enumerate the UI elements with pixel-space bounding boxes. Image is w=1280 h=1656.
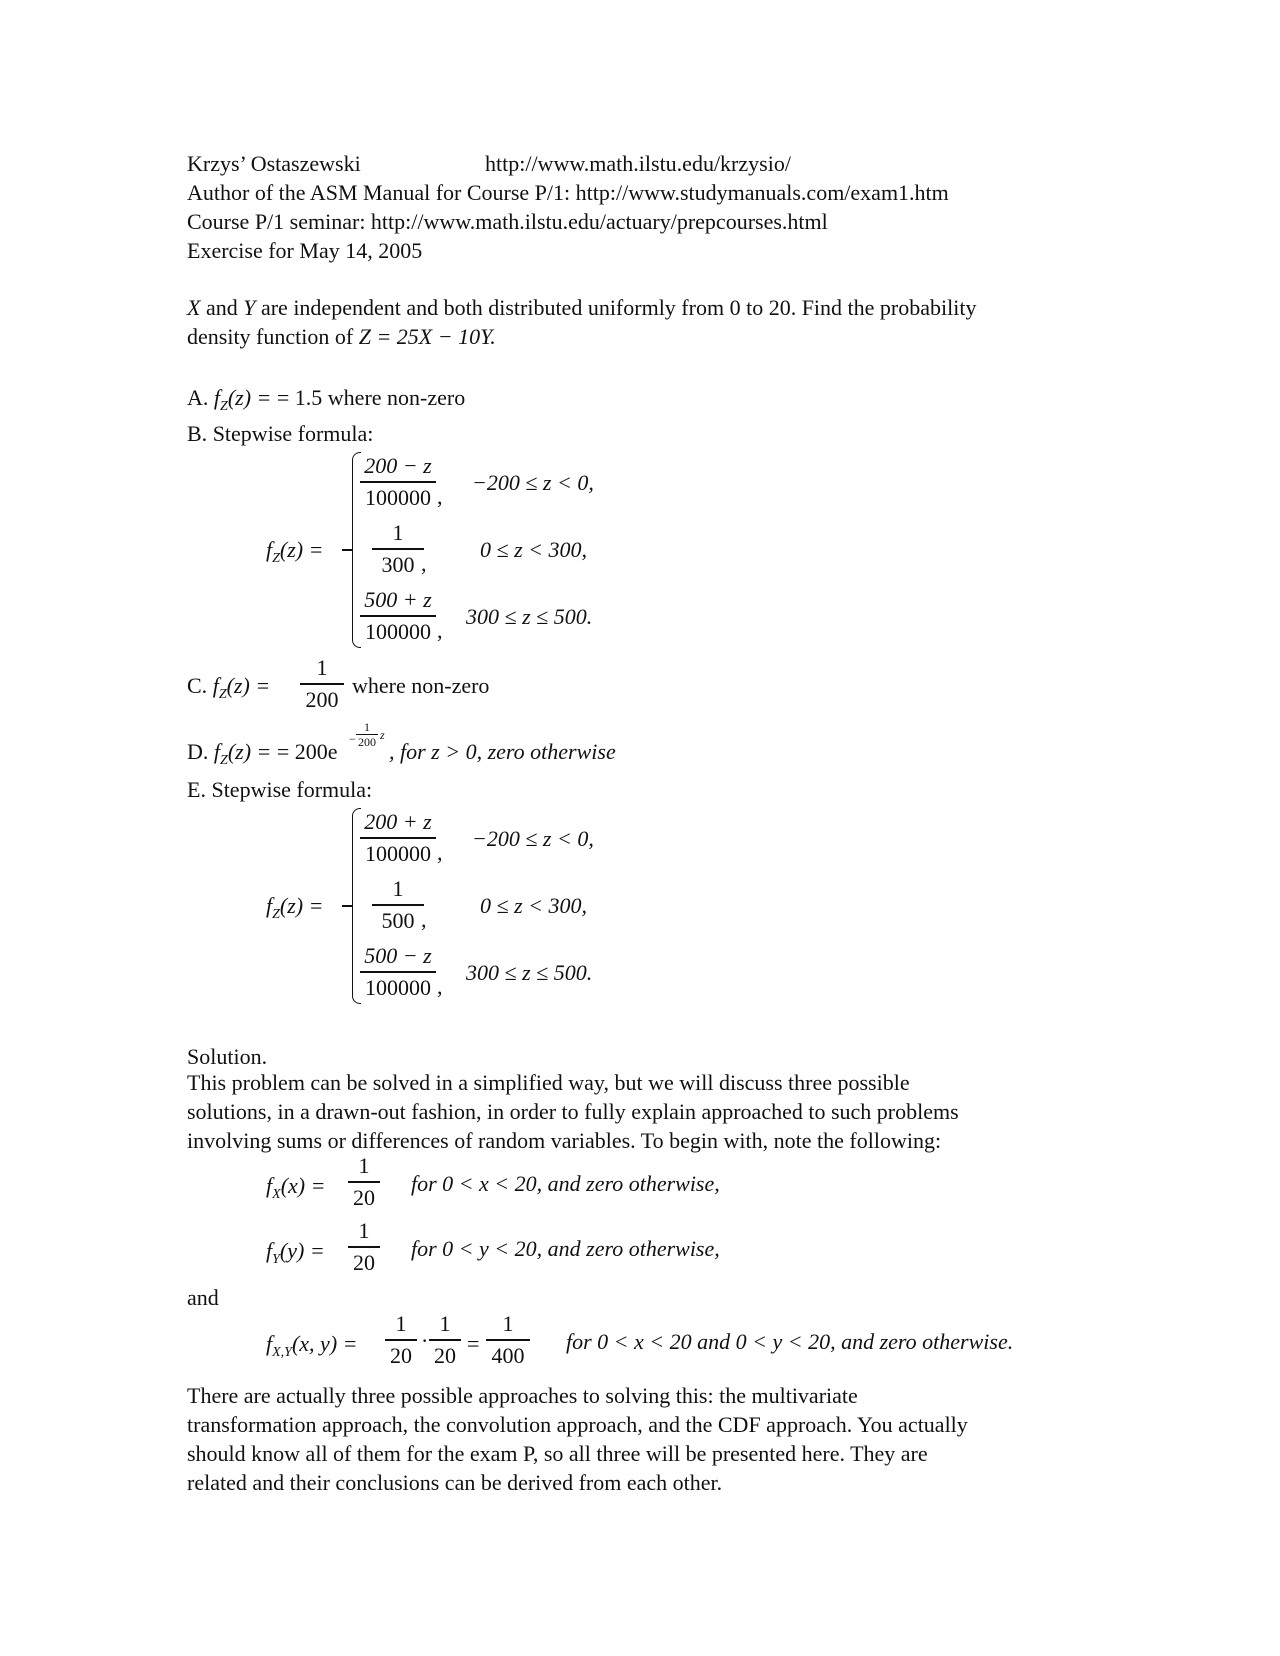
fraction-denominator: 500 [381,907,415,933]
fraction-numerator: 1 [392,520,404,545]
solution-intro-line: This problem can be solved in a simplified way, but we will discuss three possible [187,1070,910,1095]
arg-z: (z) = [279,537,324,562]
fraction-numerator: 200 − z [364,453,432,478]
option-e-case-1-condition: −200 ≤ z < 0, [472,826,594,851]
sub-y: Y [272,1252,280,1267]
arg-y: (y) = [279,1238,325,1263]
fraction-numerator: 1 [364,720,370,734]
fraction-denominator: 20 [390,1342,412,1368]
fx-fraction [348,1155,380,1209]
sub-xy: X,Y [272,1345,292,1360]
option-c-letter: C. [187,673,208,698]
fraction-numerator: 1 [316,655,328,680]
option-b-letter: B. [187,421,208,446]
fraction-denominator: 200 [358,735,376,749]
author-url: http://www.math.ilstu.edu/krzysio/ [485,151,791,176]
option-d-exp-fraction [356,721,378,748]
fraction-denominator: 100000 [365,618,431,644]
option-d-base: = 200e [276,739,338,764]
f-symbol: f [266,537,273,562]
sub-z: Z [220,399,228,414]
option-e-heading [187,779,372,801]
option-a [187,385,466,414]
and-word: and [187,1285,219,1310]
arg-z: (z) = [227,739,272,764]
exercise-date: Exercise for May 14, 2005 [187,238,423,263]
fxy-fraction-2 [429,1313,461,1367]
equals-sign: = [467,1331,480,1356]
sub-z: Z [218,687,227,702]
option-a-note: where non-zero [327,385,466,410]
option-a-formula: = 1.5 [276,385,323,410]
problem-line-1 [187,297,976,319]
fxy-condition: for 0 < x < 20 and 0 < y < 20, and zero otherwise. [566,1329,1014,1354]
option-b-heading [187,423,373,445]
option-d [187,739,338,768]
fx-lhs [266,1173,326,1202]
comma: , [421,551,427,576]
var-y: Y [243,295,256,320]
option-c-lhs [187,673,271,702]
fraction-numerator: 1 [358,1218,370,1243]
fraction-denominator: 20 [353,1184,375,1210]
fraction-numerator: 1 [395,1311,407,1336]
author-name: Krzys’ Ostaszewski [187,151,361,176]
sub-z: Z [272,907,280,922]
arg-x: (x) = [280,1173,326,1198]
f-symbol: f [266,1331,273,1356]
seminar-line: Course P/1 seminar: http://www.math.ilstu.edu/actuary/prepcourses.html [187,209,828,234]
option-e-case-3-fraction [360,945,436,999]
and-word: and [200,295,244,320]
option-e-case-2-condition: 0 ≤ z < 300, [480,893,587,918]
fraction-numerator: 500 + z [364,587,432,612]
fraction-numerator: 1 [502,1311,514,1336]
fy-condition: for 0 < y < 20, and zero otherwise, [411,1236,720,1261]
closing-paragraph [187,1381,968,1497]
solution-intro-line: solutions, in a drawn-out fashion, in order to fully explain approached to such problems [187,1099,959,1124]
fx-condition: for 0 < x < 20, and zero otherwise, [411,1171,720,1196]
option-e-letter: E. [187,777,206,802]
comma: , [437,484,443,509]
solution-intro [187,1068,959,1155]
arg-xy: (x, y) = [291,1331,358,1356]
option-b-title: Stepwise formula: [212,421,374,446]
fraction-denominator: 400 [491,1342,525,1368]
fxy-fraction-1 [385,1313,417,1367]
option-e-case-1-fraction [360,811,436,865]
sub-x: X [272,1187,281,1202]
option-a-letter: A. [187,385,209,410]
option-c-note: where non-zero [352,673,490,698]
f-symbol: f [266,1238,273,1263]
arg-z: (z) = [227,385,272,410]
option-e-lhs [266,893,324,922]
f-symbol: f [266,893,273,918]
option-b-case-3-condition: 300 ≤ z ≤ 500. [466,604,593,629]
option-b-case-2-condition: 0 ≤ z < 300, [480,537,587,562]
fraction-numerator: 500 − z [364,943,432,968]
comma: , [437,974,443,999]
option-e-title: Stepwise formula: [211,777,373,802]
option-b-lhs [266,537,324,566]
option-b-case-3-fraction [360,589,436,643]
option-d-letter: D. [187,739,209,764]
closing-line: should know all of them for the exam P, so all three will be presented here. They are [187,1441,928,1466]
comma: , [437,840,443,865]
sub-z: Z [220,753,228,768]
fraction-denominator: 20 [434,1342,456,1368]
manual-line: Author of the ASM Manual for Course P/1: http://www.studymanuals.com/exam1.htm [187,180,949,205]
problem-formula: Z = 25X − 10Y. [358,324,496,349]
closing-line: transformation approach, the convolution approach, and the CDF approach. You actually [187,1412,968,1437]
fraction-denominator: 100000 [365,484,431,510]
problem-line-2 [187,326,496,348]
solution-heading: Solution. [187,1044,268,1069]
fraction-numerator: 1 [439,1311,451,1336]
fy-lhs [266,1238,325,1267]
option-e-brace-tip [342,905,352,907]
fxy-fraction-3 [486,1313,530,1367]
option-d-exp-sign: − [349,732,356,746]
fraction-denominator: 300 [381,551,415,577]
option-d-exp-var: z [380,728,385,742]
f-symbol: f [212,673,219,698]
var-x: X [187,295,201,320]
problem-line-1-rest: are independent and both distributed uniformly from 0 to 20. Find the probability [255,295,977,320]
sub-z: Z [272,551,280,566]
fraction-numerator: 200 + z [364,809,432,834]
closing-line: There are actually three possible approaches to solving this: the multivariate [187,1383,858,1408]
arg-z: (z) = [279,893,324,918]
option-b-case-1-condition: −200 ≤ z < 0, [472,470,594,495]
option-e-case-3-condition: 300 ≤ z ≤ 500. [466,960,593,985]
comma: , [437,618,443,643]
closing-line: related and their conclusions can be derived from each other. [187,1470,723,1495]
option-b-brace-tip [342,549,352,551]
fxy-lhs [266,1331,358,1360]
fraction-denominator: 100000 [365,974,431,1000]
f-symbol: f [266,1173,273,1198]
multiply-dot: · [421,1328,429,1353]
solution-intro-line: involving sums or differences of random variables. To begin with, note the following: [187,1128,942,1153]
fraction-numerator: 1 [392,876,404,901]
arg-z: (z) = [226,673,271,698]
fraction-numerator: 1 [358,1153,370,1178]
problem-line-2-text: density function of [187,324,359,349]
f-symbol: f [213,385,221,410]
fy-fraction [348,1220,380,1274]
fraction-denominator: 200 [305,686,339,712]
option-c-fraction [300,657,344,711]
f-symbol: f [213,739,221,764]
comma: , [421,907,427,932]
fraction-denominator: 20 [353,1249,375,1275]
option-d-note: , for z > 0, zero otherwise [389,739,616,764]
fraction-denominator: 100000 [365,840,431,866]
option-b-case-1-fraction [360,455,436,509]
